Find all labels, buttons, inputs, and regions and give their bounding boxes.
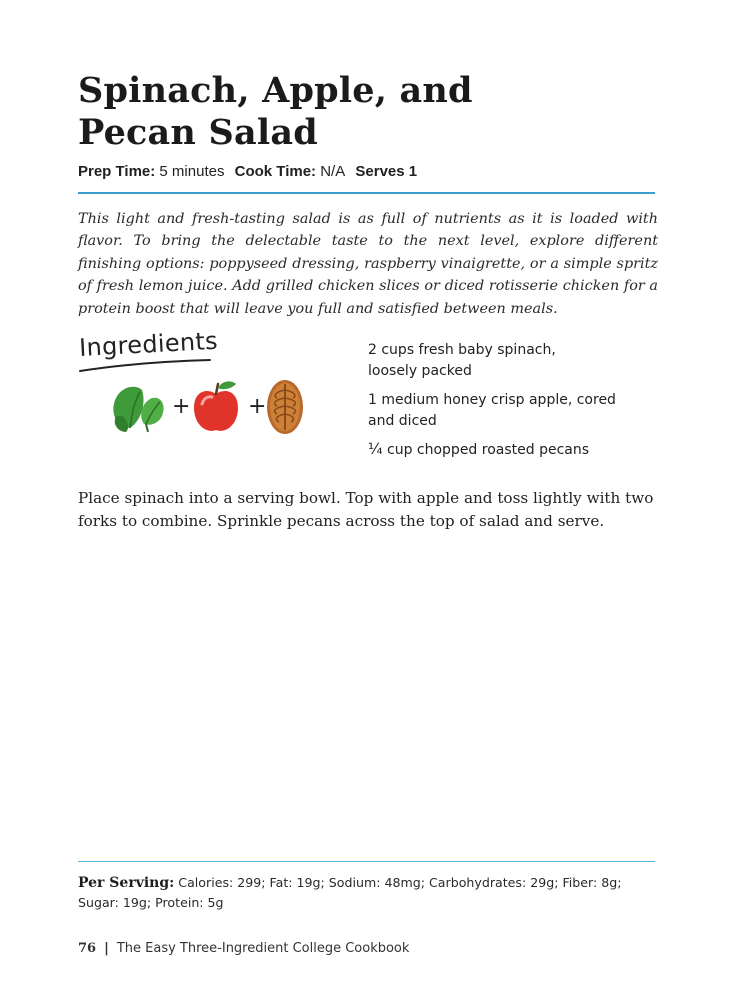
ingredient-apple-line-1: 1 medium honey crisp apple, cored	[368, 392, 616, 408]
ingredient-pecan-text: cup chopped roasted pecans	[382, 442, 590, 458]
spinach-icon	[108, 380, 166, 434]
ingredients-heading: Ingredients	[78, 326, 219, 362]
cook-time-value: N/A	[320, 163, 346, 180]
ingredients-underline	[78, 358, 218, 374]
ingredient-pecan-fraction: ¼	[368, 440, 383, 458]
nutrition-values: Calories: 299; Fat: 19g; Sodium: 48mg; Carbohydrates: 29g; Fiber: 8g; Sugar: 19g; Protein: 5g	[78, 875, 622, 910]
ingredient-item	[368, 439, 668, 461]
nutrition-divider	[78, 861, 655, 862]
ingredient-icons	[108, 378, 308, 438]
page-number: 76	[78, 941, 97, 956]
cook-time-label: Cook Time:	[234, 163, 317, 180]
prep-time-label: Prep Time:	[78, 163, 156, 180]
recipe-meta	[78, 163, 417, 180]
ingredient-apple-line-2: and diced	[368, 413, 437, 429]
ingredients-list	[368, 340, 668, 469]
ingredient-spinach-line-1: 2 cups fresh baby spinach,	[368, 342, 556, 358]
plus-icon: +	[248, 394, 267, 419]
book-title: The Easy Three-Ingredient College Cookbook	[116, 941, 410, 956]
nutrition-label: Per Serving:	[78, 875, 175, 891]
prep-time-value: 5 minutes	[159, 163, 225, 180]
recipe-title-line-2: Pecan Salad	[78, 112, 318, 153]
nutrition-info	[78, 873, 658, 913]
ingredient-item	[368, 340, 668, 382]
header-divider	[78, 192, 655, 194]
recipe-instructions: Place spinach into a serving bowl. Top with apple and toss lightly with two forks to combine. Sprinkle pecans across the top of salad and serve.	[78, 489, 654, 530]
recipe-title	[78, 70, 678, 154]
ingredient-item	[368, 390, 668, 432]
apple-icon	[190, 378, 242, 436]
footer-separator: |	[104, 941, 109, 956]
serves-label: Serves 1	[355, 163, 418, 180]
recipe-intro: This light and fresh-tasting salad is as full of nutrients as it is loaded with flavor. To bring the delectable taste to the next level, explore different finishing options: poppyseed dressing, raspberry vinaigrette, or a simple spritz of fresh lemon juice. Add grilled chicken slices or diced rotisserie chicken for a protein boost that will leave you full and satisfied between meals.	[78, 211, 658, 317]
recipe-title-line-1: Spinach, Apple, and	[78, 70, 473, 111]
pecan-icon	[265, 378, 305, 436]
ingredient-spinach-line-2: loosely packed	[368, 363, 472, 379]
page-footer	[78, 941, 409, 956]
plus-icon: +	[172, 394, 191, 419]
